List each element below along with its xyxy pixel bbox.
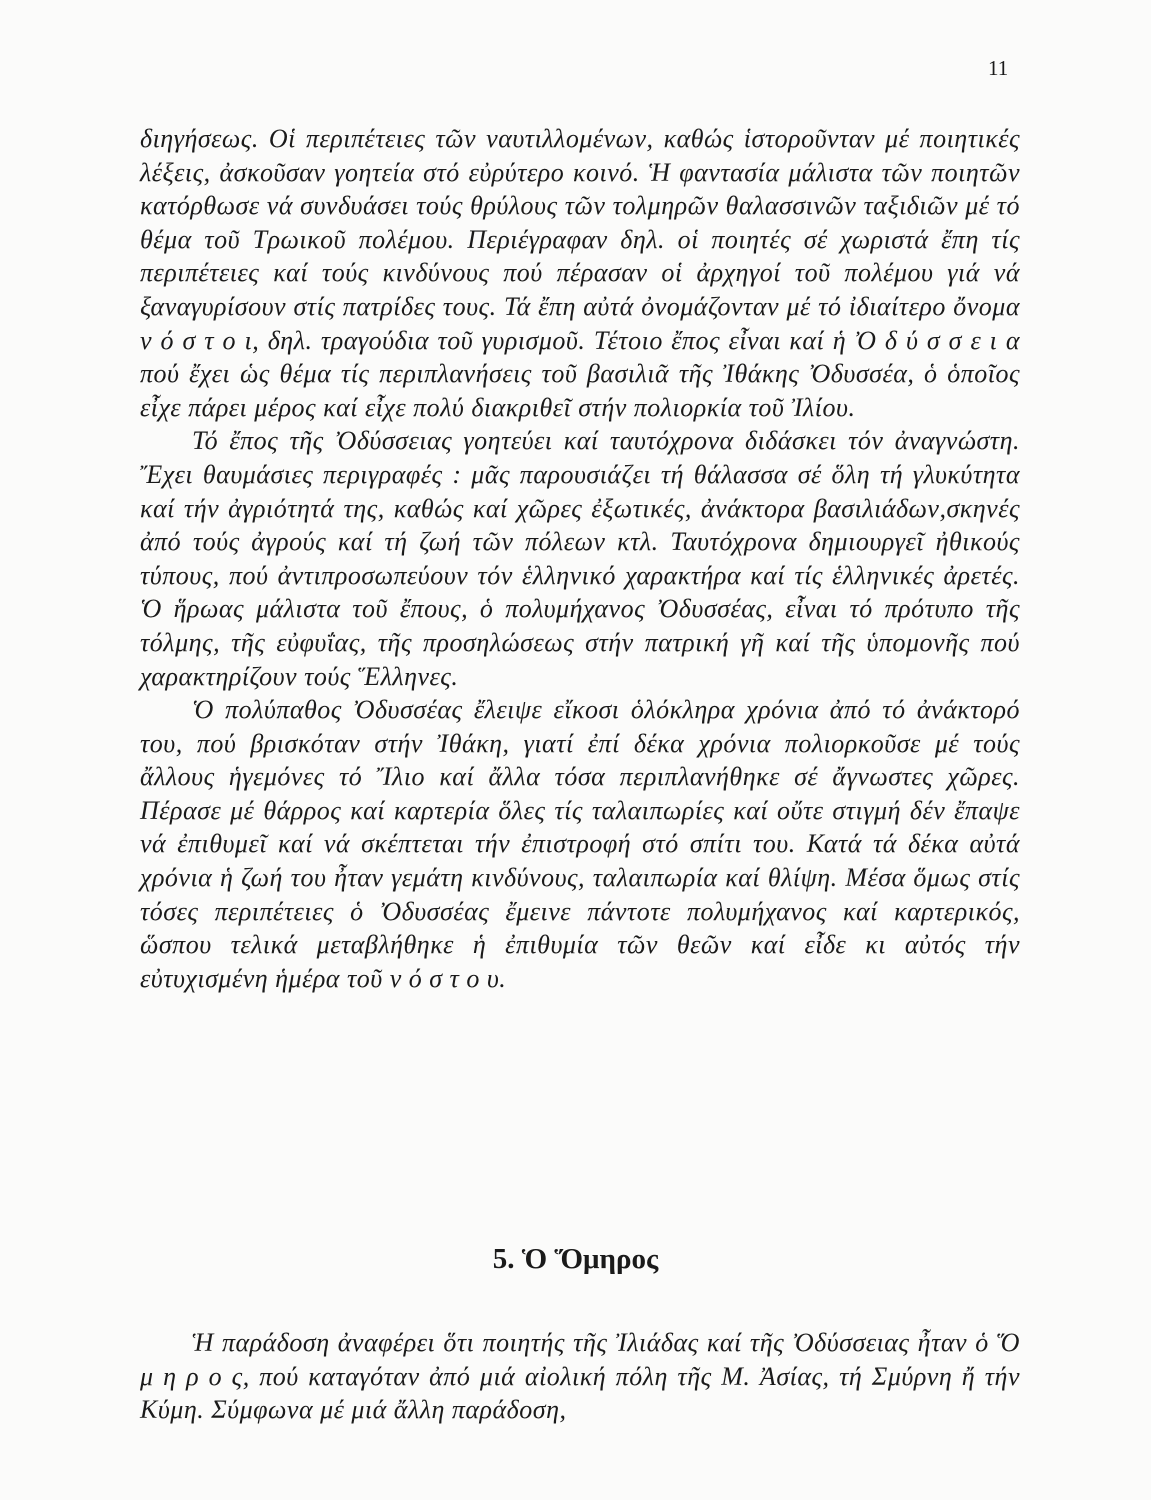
paragraph-1: διηγήσεως. Οἱ περιπέτειες τῶν ναυτιλλομένων, καθώς ἱστοροῦνταν μέ ποιητικές λέξεις, ἀσκοῦσαν γοητεία στό εὐρύτερο κοινό. Ἡ φαντασία μάλιστα τῶν ποιητῶν κατόρθωσε νά συνδυάσει τούς θρύλους τῶν τολμηρῶν θαλασσινῶν ταξιδιῶν μέ τό θέμα τοῦ Τρωικοῦ πολέμου. Περιέγραφαν δηλ. οἱ ποιητές σέ χωριστά ἔπη τίς περιπέτειες καί τούς κινδύνους πού πέρασαν οἱ ἀρχηγοί τοῦ πολέμου γιά νά ξαναγυρίσουν στίς πατρίδες τους. Τά ἔπη αὐτά ὀνομάζονταν μέ τό ἰδιαίτερο ὄνομα ν ό σ τ ο ι, δηλ. τραγούδια τοῦ γυρισμοῦ. Τέτοιο ἔπος εἶναι καί ἡ Ὀ δ ύ σ σ ε ι α πού ἔχει ὡς θέμα τίς περιπλανήσεις τοῦ βασιλιᾶ τῆς Ἰθάκης Ὀδυσσέα, ὁ ὁποῖος εἶχε πάρει μέρος καί εἶχε πολύ διακριθεῖ στήν πολιορκία τοῦ Ἰλίου. [140,124,1020,422]
paragraph-4: Ἡ παράδοση ἀναφέρει ὅτι ποιητής τῆς Ἰλιάδας καί τῆς Ὀδύσσειας ἦταν ὁ Ὅ μ η ρ ο ς, πού καταγόταν ἀπό μιά αἰολική πόλη τῆς Μ. Ἀσίας, τή Σμύρνη ἤ τήν Κύμη. Σύμφωνα μέ μιά ἄλλη παράδοση, [140,1328,1020,1425]
section-1-body [140,122,1020,995]
paragraph-2: Τό ἔπος τῆς Ὀδύσσειας γοητεύει καί ταυτόχρονα διδάσκει τόν ἀναγνώστη. Ἔχει θαυμάσιες περιγραφές : μᾶς παρουσιάζει τή θάλασσα σέ ὅλη τή γλυκύτητα καί τήν ἀγριότητά της, καθώς καί χῶρες ἐξωτικές, ἀνάκτορα βασιλιάδων,σκηνές ἀπό τούς ἀγρούς καί τή ζωή τῶν πόλεων κτλ. Ταυτόχρονα δημιουργεῖ ἠθικούς τύπους, πού ἀντιπροσωπεύουν τόν ἑλληνικό χαρακτήρα καί τίς ἑλληνικές ἀρετές. Ὁ ἥρωας μάλιστα τοῦ ἔπους, ὁ πολυμήχανος Ὀδυσσέας, εἶναι τό πρότυπο τῆς τόλμης, τῆς εὐφυΐας, τῆς προσηλώσεως στήν πατρική γῆ καί τῆς ὑπομονῆς πού χαρακτηρίζουν τούς Ἕλληνες. [140,426,1020,691]
section-heading: 5. Ὁ Ὅμηρος [492,1243,659,1275]
page-number: 11 [988,56,1009,80]
paragraph-3: Ὁ πολύπαθος Ὀδυσσέας ἔλειψε εἴκοσι ὁλόκληρα χρόνια ἀπό τό ἀνάκτορό του, πού βρισκόταν στήν Ἰθάκη, γιατί ἐπί δέκα χρόνια πολιορκοῦσε μέ τούς ἄλλους ἡγεμόνες τό Ἴλιο καί ἄλλα τόσα περιπλανήθηκε σέ ἄγνωστες χῶρες. Πέρασε μέ θάρρος καί καρτερία ὅλες τίς ταλαιπωρίες καί οὔτε στιγμή δέν ἔπαψε νά ἐπιθυμεῖ καί νά σκέπτεται τήν ἐπιστροφή στό σπίτι του. Κατά τά δέκα αὐτά χρόνια ἡ ζωή του ἦταν γεμάτη κινδύνους, ταλαιπωρία καί θλίψη. Μέσα ὅμως στίς τόσες περιπέτειες ὁ Ὀδυσσέας ἔμεινε πάντοτε πολυμήχανος καί καρτερικός, ὥσπου τελικά μεταβλήθηκε ἡ ἐπιθυμία τῶν θεῶν καί εἶδε κι αὐτός τήν εὐτυχισμένη ἡμέρα τοῦ ν ό σ τ ο υ. [140,695,1020,993]
section-2-body [140,1326,1020,1427]
